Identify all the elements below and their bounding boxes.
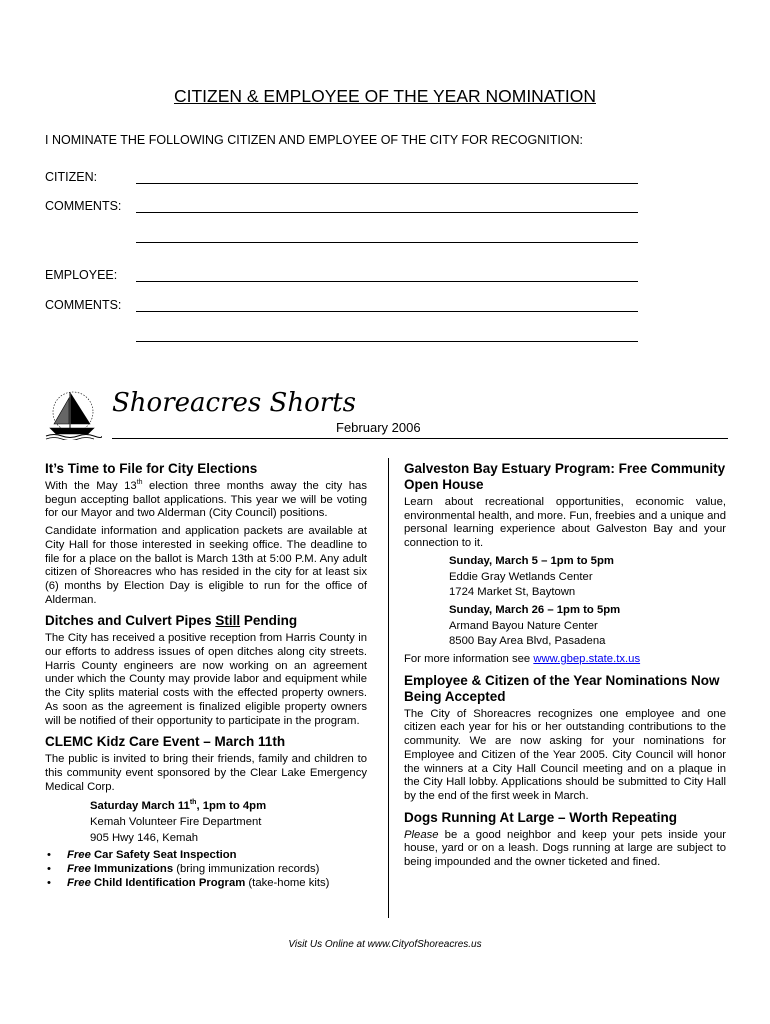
list-item: • Free Immunizations (bring immunization records) [45,863,367,877]
masthead-divider [112,438,728,439]
galveston-paragraph: Learn about recreational opportunities, economic value, environmental health, and more. Fun, freebies and a unique and personal learning experience about Galveston Bay and your connection to it. [404,496,726,550]
right-column [404,461,726,874]
galveston-heading: Galveston Bay Estuary Program: Free Community Open House [404,461,726,492]
comments-label-2: COMMENTS: [45,298,122,312]
sailboat-icon [44,388,102,440]
form-title: CITIZEN & EMPLOYEE OF THE YEAR NOMINATION [173,86,596,106]
dogs-heading: Dogs Running At Large – Worth Repeating [404,809,677,825]
dogs-paragraph: Please be a good neighbor and keep your pets inside your house, yard or on a leash. Dogs running at large are subject to being impounded and the owner ticketed and fined. [404,828,726,869]
column-divider [388,458,389,918]
nominations-heading: Employee & Citizen of the Year Nominations Now Being Accepted [404,672,720,704]
clemc-heading: CLEMC Kidz Care Event – March 11th [45,734,286,750]
comments-label-1: COMMENTS: [45,199,122,213]
clemc-event-address: 905 Hwy 146, Kemah [90,831,199,844]
list-item: • Free Child Identification Program (take-home kits) [45,877,367,891]
citizen-field[interactable] [136,183,638,184]
newsletter-name: Shoreacres Shorts [112,388,356,418]
employee-comments-field-1[interactable] [136,311,638,312]
newsletter-date: February 2006 [336,420,421,435]
elections-heading: It’s Time to File for City Elections [45,461,258,476]
galveston-event-1-address: 1724 Market St, Baytown [449,586,576,599]
elections-paragraph-2: Candidate information and application packets are available at City Hall for those interested in seeking office. The deadline to file for a place on the ballot is March 13th at 5:00 P.M. Any adult citizen of Shoreacres who has resided in the city for at least six (6) months by Election Day is eligible to run for the office of Alderman. [45,525,367,606]
left-column [45,461,367,891]
elections-paragraph-1: With the May 13th election three months away the city has begun accepting ballot applications. This year we will be voting for our Mayor and two Alderman (City Council) positions. [45,479,367,520]
gbep-link[interactable]: www.gbep.state.tx.us [533,653,641,666]
galveston-event-1-place: Eddie Gray Wetlands Center [449,570,593,583]
galveston-event-2-place: Armand Bayou Nature Center [449,619,598,632]
citizen-comments-field-1[interactable] [136,212,638,213]
ditches-paragraph: The City has received a positive reception from Harris County in our efforts to address issues of open ditches along city streets. Harris County engineers are now working on an agreement under which the County may provide labor and equipment while the City splits material costs with the effected property owners. As soon as the agreement is finalized eligible property owners will be notified of their opportunity to participate in the program. [45,632,367,727]
galveston-event-1-time: Sunday, March 5 – 1pm to 5pm [449,554,614,567]
employee-field[interactable] [136,281,638,282]
galveston-more-info: For more information see www.gbep.state.tx.us [404,653,641,666]
galveston-event-2-address: 8500 Bay Area Blvd, Pasadena [449,635,606,648]
list-item: • Free Car Safety Seat Inspection [45,849,367,863]
nominations-paragraph: The City of Shoreacres recognizes one employee and one citizen each year for his or her outstanding contributions to the community. We are now asking for your nominations for Employee and Citizen of the Year 2005. City Council will honor the winners at a City Hall Council meeting and on a plaque in the City Hall lobby. Applications should be submitted to City Hall by the end of the first week in March. [404,707,726,802]
galveston-event-2-time: Sunday, March 26 – 1pm to 5pm [449,603,621,616]
form-intro: I NOMINATE THE FOLLOWING CITIZEN AND EMPLOYEE OF THE CITY FOR RECOGNITION: [45,133,584,147]
employee-comments-field-2[interactable] [136,341,638,342]
clemc-paragraph: The public is invited to bring their friends, family and children to this community event sponsored by the Clear Lake Emergency Medical Corp. [45,753,367,793]
employee-label: EMPLOYEE: [45,268,118,282]
citizen-comments-field-2[interactable] [136,242,638,243]
clemc-event-place: Kemah Volunteer Fire Department [90,816,262,829]
clemc-services-list [45,849,367,890]
citizen-label: CITIZEN: [45,170,98,184]
footer-website: Visit Us Online at www.CityofShoreacres.us [288,939,482,950]
ditches-heading: Ditches and Culvert Pipes Still Pending [45,613,298,629]
clemc-event-time: Saturday March 11th, 1pm to 4pm [90,799,267,813]
